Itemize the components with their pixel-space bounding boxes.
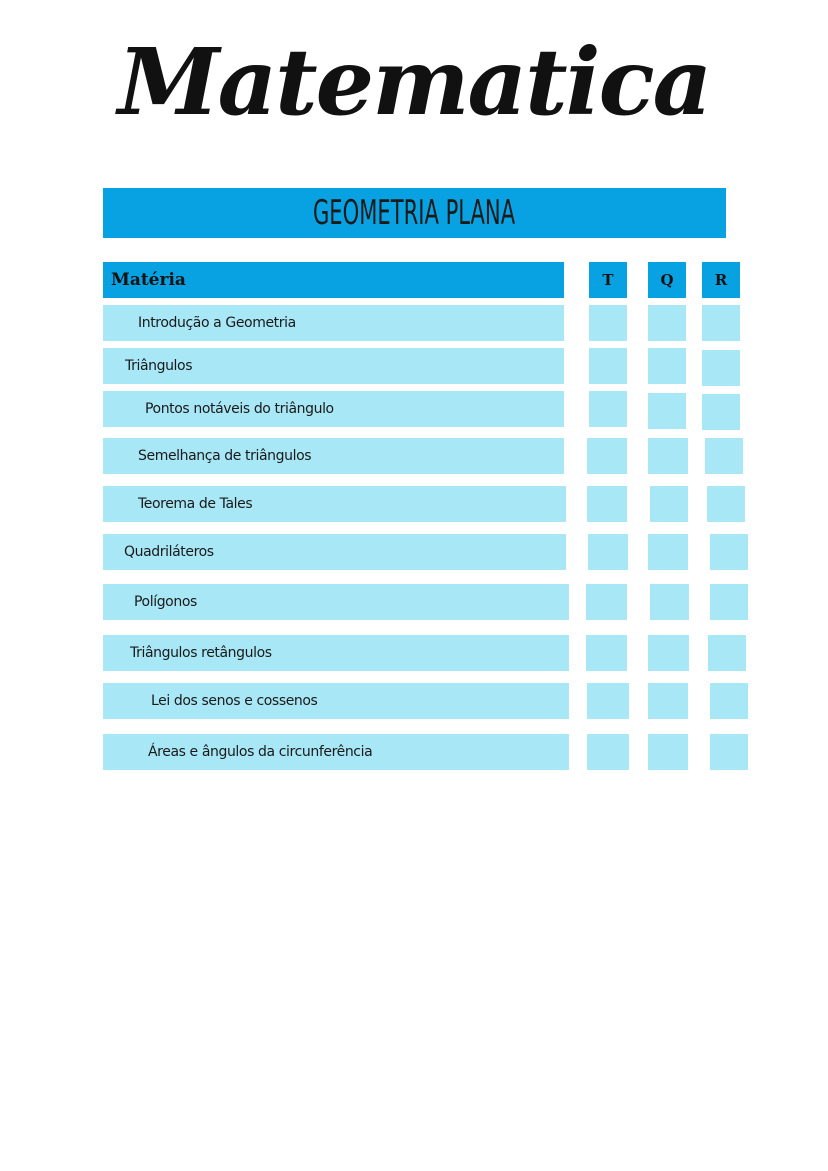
check-cell-t[interactable] (589, 305, 627, 341)
check-cell-t[interactable] (587, 683, 629, 719)
header-col-t: T (589, 262, 627, 298)
check-cell-q[interactable] (648, 635, 689, 671)
check-cell-t[interactable] (587, 438, 627, 474)
check-cell-q[interactable] (648, 534, 688, 570)
check-cell-t[interactable] (589, 391, 627, 427)
section-banner (103, 188, 726, 238)
check-cell-t[interactable] (586, 584, 627, 620)
check-cell-r[interactable] (710, 734, 748, 770)
table-row (103, 348, 564, 384)
table-row (103, 438, 564, 474)
check-cell-q[interactable] (648, 734, 688, 770)
table-row (103, 391, 564, 427)
check-cell-r[interactable] (702, 350, 740, 386)
table-row (103, 635, 569, 671)
row-label: Polígonos (134, 594, 197, 610)
row-label: Semelhança de triângulos (138, 448, 312, 464)
page-title: Matematica (117, 28, 711, 136)
check-cell-q[interactable] (650, 584, 689, 620)
table-row (103, 683, 569, 719)
row-label: Áreas e ângulos da circunferência (148, 744, 373, 760)
check-cell-t[interactable] (589, 348, 627, 384)
check-cell-r[interactable] (708, 635, 746, 671)
section-title: GEOMETRIA PLANA (313, 193, 516, 233)
check-cell-r[interactable] (710, 534, 748, 570)
row-label: Triângulos (125, 358, 193, 374)
row-label: Teorema de Tales (138, 496, 253, 512)
check-cell-r[interactable] (705, 438, 743, 474)
table-row (103, 734, 569, 770)
table-row (103, 584, 569, 620)
check-cell-q[interactable] (648, 438, 688, 474)
check-cell-t[interactable] (587, 734, 629, 770)
header-subject: Matéria (103, 262, 564, 298)
check-cell-r[interactable] (710, 584, 748, 620)
header-col-r: R (702, 262, 740, 298)
check-cell-t[interactable] (588, 534, 628, 570)
table-row (103, 486, 566, 522)
table-row (103, 534, 566, 570)
table-row (103, 305, 564, 341)
check-cell-r[interactable] (702, 394, 740, 430)
check-cell-t[interactable] (586, 635, 627, 671)
check-cell-r[interactable] (710, 683, 748, 719)
row-label: Pontos notáveis do triângulo (145, 401, 334, 417)
check-cell-q[interactable] (648, 683, 688, 719)
check-cell-q[interactable] (648, 393, 686, 429)
check-cell-q[interactable] (648, 305, 686, 341)
check-cell-r[interactable] (707, 486, 745, 522)
row-label: Triângulos retângulos (130, 645, 272, 661)
check-cell-q[interactable] (648, 348, 686, 384)
check-cell-t[interactable] (587, 486, 627, 522)
check-cell-q[interactable] (650, 486, 688, 522)
header-col-q: Q (648, 262, 686, 298)
row-label: Quadriláteros (124, 544, 214, 560)
row-label: Lei dos senos e cossenos (151, 693, 318, 709)
row-label: Introdução a Geometria (138, 315, 296, 331)
check-cell-r[interactable] (702, 305, 740, 341)
